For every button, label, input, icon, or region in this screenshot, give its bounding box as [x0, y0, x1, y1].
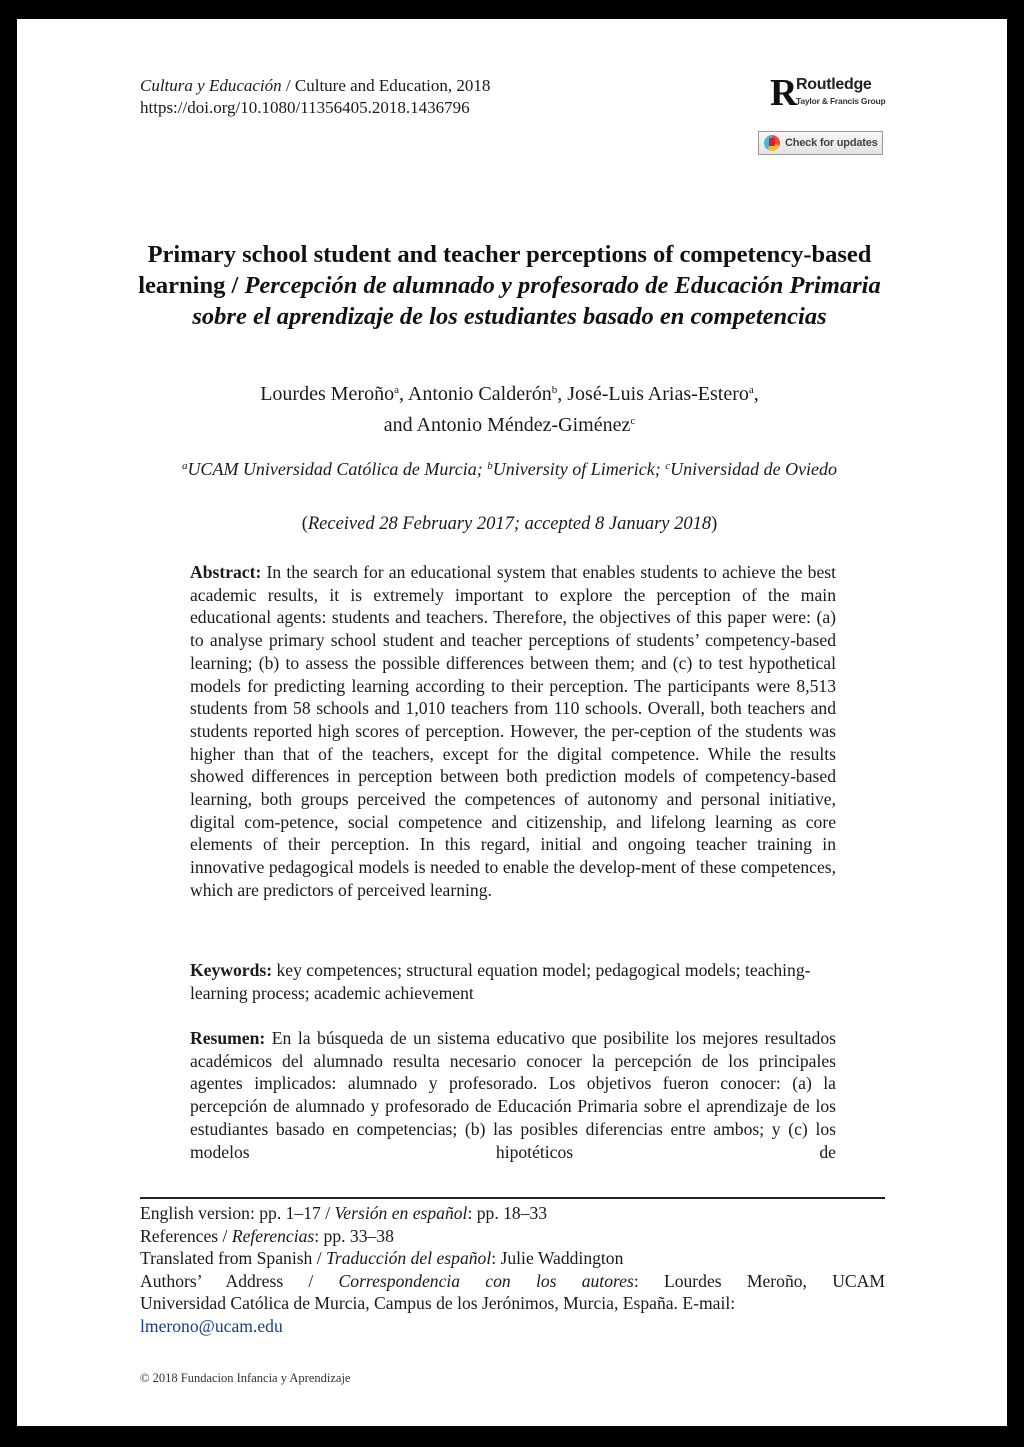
- footnotes: [140, 1202, 885, 1338]
- title-english: Primary school student and teacher perceptions of competency-based learning: [138, 241, 872, 299]
- footnote-divider: [140, 1197, 885, 1199]
- journal-info: [140, 75, 490, 119]
- author: José-Luis Arias-Estero$^a$,: [567, 383, 759, 405]
- footnote-versions: English version: pp. 1–17 / Versión en español: pp. 18–33: [140, 1203, 548, 1223]
- keywords-label: Keywords:: [190, 960, 273, 980]
- resumen-text: En la búsqueda de un sistema educativo que posibilite los mejores resultados académicos del alumnado resulta necesario conocer la percepción de los principales agentes implicados: alumnado y profesorado. Los objetivos fueron conocer: (a) la percepción de alumnado y profesorado de Educación Primaria sobre el aprendizaje de los estudiantes basado en competencias; (b) las posibles diferencias entre ambos; y (c) los modelos hipotéticos de: [190, 1028, 836, 1162]
- check-for-updates-button[interactable]: [758, 131, 883, 155]
- routledge-logo: [770, 72, 890, 114]
- affiliation: $^a$UCAM Universidad Católica de Murcia;: [181, 459, 488, 479]
- author-list: [137, 377, 882, 439]
- title-separator: /: [225, 272, 245, 299]
- author-email-link[interactable]: lmerono@ucam.edu: [140, 1315, 283, 1336]
- check-for-updates-label: Check for updates: [785, 137, 878, 149]
- resumen-label: Resumen:: [190, 1028, 266, 1048]
- crossmark-icon: [764, 135, 780, 151]
- resumen: [190, 1027, 836, 1163]
- doi-link[interactable]: https://doi.org/10.1080/11356405.2018.1436796: [140, 98, 470, 117]
- journal-name-es: Cultura y Educación: [140, 76, 282, 95]
- journal-citation: [140, 75, 490, 97]
- affiliation: $^c$Universidad de Oviedo: [665, 459, 838, 479]
- routledge-r-icon: R: [770, 72, 798, 114]
- publisher-subtitle: Taylor & Francis Group: [796, 96, 886, 106]
- footnote-references: References / Referencias: pp. 33–38: [140, 1225, 394, 1246]
- footnote-address-cont: Universidad Católica de Murcia, Campus de los Jerónimos, Murcia, España. E-mail:: [140, 1293, 736, 1314]
- footnote-address: Authors’ Address / Correspondencia con los autores: Lourdes Meroño, UCAM: [140, 1270, 885, 1291]
- author: Antonio Calderón$^b$,: [407, 383, 568, 405]
- affiliations: [147, 455, 872, 481]
- received-dates: (Received 28 February 2017; accepted 8 January 2018): [301, 514, 718, 534]
- paper-title: [137, 239, 882, 332]
- keywords: [190, 959, 836, 1004]
- journal-name-en: / Culture and Education, 2018: [281, 76, 491, 95]
- affiliation: $^b$University of Limerick;: [487, 459, 666, 479]
- keywords-text: key competences; structural equation model; pedagogical models; teaching-learning process; academic achievement: [190, 960, 811, 1003]
- author: and Antonio Méndez-Giménez$^c$: [383, 414, 636, 436]
- author: Lourdes Meroño$^a$,: [260, 383, 408, 405]
- publisher-name: Routledge: [796, 76, 872, 93]
- abstract-label: Abstract:: [190, 562, 262, 582]
- copyright-notice: © 2018 Fundacion Infancia y Aprendizaje: [140, 1371, 351, 1385]
- footnote-translator: Translated from Spanish / Traducción del español: Julie Waddington: [140, 1248, 624, 1269]
- title-spanish: Percepción de alumnado y profesorado de Educación Primaria sobre el aprendizaje de los estudiantes basado en competencias: [192, 272, 881, 330]
- abstract-text: In the search for an educational system that enables students to achieve the best academic results, it is extremely important to explore the perception of the main educational agents: students and teachers. Therefore, the objectives of this paper were: (a) to analyse primary school student and teacher perceptions of students’ competency-based learning; (b) to assess the possible differences between them; and (c) to test hypothetical models for predicting learning according to their perception. The participants were 8,513 students from 58 schools and 1,010 teachers from 110 schools. Overall, both teachers and students reported high scores of perception. However, the per-ception of the students was higher than that of the teachers, except for the digital competence. While the results showed differences in perception between both prediction models of competency-based learning, both groups perceived the competences of autonomy and personal initiative, digital com-petence, social competence and citizenship, and lifelong learning as core elements of their perception. In this regard, initial and ongoing teacher training in innovative pedagogical models is needed to enable the develop-ment of these competences, which are predictors of perceived learning.: [190, 562, 836, 900]
- abstract: [190, 561, 836, 902]
- paper-page: [17, 19, 1007, 1426]
